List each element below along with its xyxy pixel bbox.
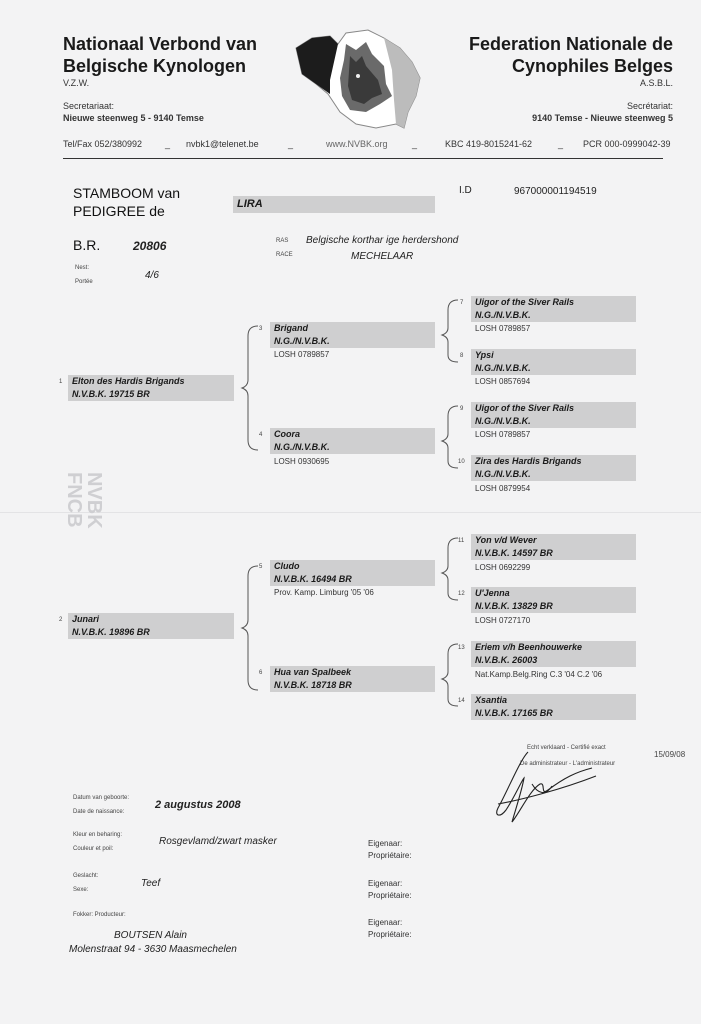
email-link[interactable]: nvbk1@telenet.be [186, 139, 259, 149]
ancestor-number: 9 [460, 406, 464, 412]
ancestor-number: 1 [59, 379, 63, 385]
dob-label-nl: Datum van geboorte: [73, 795, 130, 801]
header-rule [63, 158, 663, 159]
ancestor-number: 6 [259, 670, 263, 676]
federation-name-fr-line1: Federation Nationale de [468, 34, 673, 54]
ancestor-reg: N.V.B.K. 19715 BR [72, 389, 150, 399]
breeder-label: Fokker: Producteur: [73, 912, 126, 918]
ancestor-12 [471, 587, 636, 613]
pedigree-title-nl: STAMBOOM van [73, 185, 181, 201]
ancestor-name: Yon v/d Wever [475, 535, 537, 545]
secretariat-label-fr: Secrétariat: [626, 101, 673, 111]
paper-fold [0, 512, 701, 513]
ancestor-9 [471, 402, 636, 428]
ancestor-reg: N.G./N.V.B.K. [475, 469, 531, 479]
ancestor-3 [270, 322, 435, 348]
ancestor-name: Ypsi [475, 350, 494, 360]
federation-name-fr-line2: Cynophiles Belges [511, 56, 673, 76]
tel-fax: Tel/Fax 052/380992 [63, 139, 143, 149]
separator: _ [412, 139, 418, 149]
id-value: 967000001194519 [514, 186, 597, 197]
owner-label-fr: Propriétaire: [368, 891, 412, 900]
ancestor-name: Cludo [274, 561, 300, 571]
bracket-3 [442, 300, 458, 362]
bracket-6 [442, 644, 458, 706]
ancestor-reg: N.V.B.K. 26003 [475, 655, 538, 665]
separator: _ [288, 139, 294, 149]
bracket-1 [242, 326, 258, 450]
owner-label-fr: Propriétaire: [368, 851, 412, 860]
ancestor-number: 12 [458, 591, 465, 597]
ancestor-reg: N.G./N.V.B.K. [475, 363, 531, 373]
ancestor-extra: LOSH 0789857 [475, 324, 531, 333]
owner-label-nl: Eigenaar: [368, 839, 403, 848]
stamp-line1: NVBK [83, 472, 105, 529]
nvbk-stamp [20, 472, 105, 529]
ancestor-reg: N.G./N.V.B.K. [274, 442, 330, 452]
bracket-4 [442, 406, 458, 468]
ancestor-reg: N.G./N.V.B.K. [475, 310, 531, 320]
ancestor-number: 7 [460, 300, 464, 306]
address-fr: 9140 Temse - Nieuwe steenweg 5 [532, 113, 673, 123]
asbl-label: A.S.B.L. [639, 78, 673, 88]
breeder-address: Molenstraat 94 - 3630 Maasmechelen [69, 944, 237, 955]
administrator-label: De administrateur - L'administrateur [520, 761, 616, 767]
ancestor-name: Hua van Spalbeek [274, 667, 352, 677]
ancestor-extra: LOSH 0692299 [475, 563, 531, 572]
certification-date: 15/09/08 [654, 750, 686, 759]
br-value: 20806 [133, 239, 167, 253]
sex-label-fr: Sexe: [73, 887, 89, 893]
certification-label: Echt verklaard - Certifié exact [527, 745, 606, 751]
ancestor-number: 10 [458, 459, 465, 465]
dog-name: LIRA [237, 198, 263, 210]
breed-fr: MECHELAAR [351, 251, 414, 262]
ancestor-name: U'Jenna [475, 588, 510, 598]
ancestor-number: 14 [458, 698, 465, 704]
ancestor-number: 8 [460, 353, 464, 359]
ancestor-extra: LOSH 0789857 [475, 430, 531, 439]
ancestor-reg: N.V.B.K. 17165 BR [475, 708, 553, 718]
bank-kbc: KBC 419-8015241-62 [445, 139, 533, 149]
ancestor-name: Junari [72, 614, 100, 624]
dob-value: 2 augustus 2008 [155, 799, 241, 811]
breeder-name: BOUTSEN Alain [114, 930, 187, 941]
ancestor-extra: LOSH 0930695 [274, 457, 330, 466]
separator: _ [558, 139, 564, 149]
federation-name-nl-line1: Nationaal Verbond van [63, 34, 258, 54]
ancestor-8 [471, 349, 636, 375]
ancestor-reg: N.V.B.K. 13829 BR [475, 601, 553, 611]
bank-pcr: PCR 000-0999042-39 [583, 139, 671, 149]
stamp-line2: FNCB [63, 472, 85, 528]
ancestor-name: Xsantia [475, 695, 508, 705]
ancestor-name: Uigor of the Siver Rails [475, 297, 575, 307]
ancestor-number: 3 [259, 326, 263, 332]
ancestor-14 [471, 694, 636, 720]
dob-label-fr: Date de naissance: [73, 809, 125, 815]
ancestor-10 [471, 455, 636, 481]
ancestor-5 [270, 560, 435, 586]
ancestor-extra: LOSH 0879954 [475, 484, 531, 493]
ancestor-number: 4 [259, 432, 263, 438]
owner-label-nl: Eigenaar: [368, 879, 403, 888]
ancestor-number: 13 [458, 645, 465, 651]
ancestor-extra: Nat.Kamp.Belg.Ring C.3 '04 C.2 '06 [475, 670, 603, 679]
owner-label-fr: Propriétaire: [368, 930, 412, 939]
br-label: B.R. [73, 237, 101, 253]
race-label: RACE [276, 252, 293, 258]
ancestor-name: Uigor of the Siver Rails [475, 403, 575, 413]
ancestor-sire [68, 375, 234, 401]
separator: _ [165, 139, 171, 149]
ancestor-reg: N.V.B.K. 18718 BR [274, 680, 352, 690]
dog-name-field [233, 196, 435, 213]
website-link[interactable]: www.NVBK.org [326, 139, 388, 149]
federation-name-nl-line2: Belgische Kynologen [63, 56, 247, 76]
breed-nl: Belgische korthar ige herdershond [306, 235, 459, 246]
ancestor-13 [471, 641, 636, 667]
ancestor-reg: N.V.B.K. 14597 BR [475, 548, 553, 558]
sex-label-nl: Geslacht: [73, 873, 99, 879]
ancestor-6 [270, 666, 435, 692]
ancestor-number: 5 [259, 564, 263, 570]
id-label: I.D [459, 185, 472, 196]
ancestor-reg: N.V.B.K. 19896 BR [72, 627, 150, 637]
ancestor-name: Eriem v/h Beenhouwerke [475, 642, 583, 652]
ancestor-number: 2 [59, 617, 63, 623]
ancestor-extra: LOSH 0857694 [475, 377, 531, 386]
ancestor-extra: LOSH 0789857 [274, 350, 330, 359]
ras-label: RAS [276, 238, 289, 244]
ancestor-reg: N.V.B.K. 16494 BR [274, 574, 352, 584]
ancestor-4 [270, 428, 435, 454]
ancestor-name: Elton des Hardis Brigands [72, 376, 185, 386]
ancestor-name: Brigand [274, 323, 309, 333]
portee-label: Portée [75, 279, 93, 285]
ancestor-reg: N.G./N.V.B.K. [274, 336, 330, 346]
pedigree-title-fr: PEDIGREE de [73, 203, 165, 219]
vzw-label: V.Z.W. [63, 78, 90, 88]
ancestor-reg: N.G./N.V.B.K. [475, 416, 531, 426]
nest-value: 4/6 [145, 270, 159, 281]
ancestor-extra: Prov. Kamp. Limburg '05 '06 [274, 588, 374, 597]
nest-label: Nest: [75, 265, 90, 271]
ancestor-7 [471, 296, 636, 322]
address-nl: Nieuwe steenweg 5 - 9140 Temse [63, 113, 204, 123]
sex-value: Teef [141, 878, 161, 889]
ancestor-11 [471, 534, 636, 560]
owner-label-nl: Eigenaar: [368, 918, 403, 927]
ancestor-name: Coora [274, 429, 301, 439]
bracket-2 [242, 566, 258, 690]
bracket-5 [442, 538, 458, 600]
belgium-map-icon [296, 30, 420, 128]
secretariat-label-nl: Secretariaat: [63, 101, 115, 111]
color-value: Rosgevlamd/zwart masker [159, 836, 277, 847]
ancestor-name: Zira des Hardis Brigands [475, 456, 582, 466]
color-label-nl: Kleur en beharing: [73, 832, 123, 838]
ancestor-dam [68, 613, 234, 639]
color-label-fr: Couleur et poil: [73, 846, 114, 852]
ancestor-extra: LOSH 0727170 [475, 616, 531, 625]
ancestor-number: 11 [458, 538, 465, 544]
